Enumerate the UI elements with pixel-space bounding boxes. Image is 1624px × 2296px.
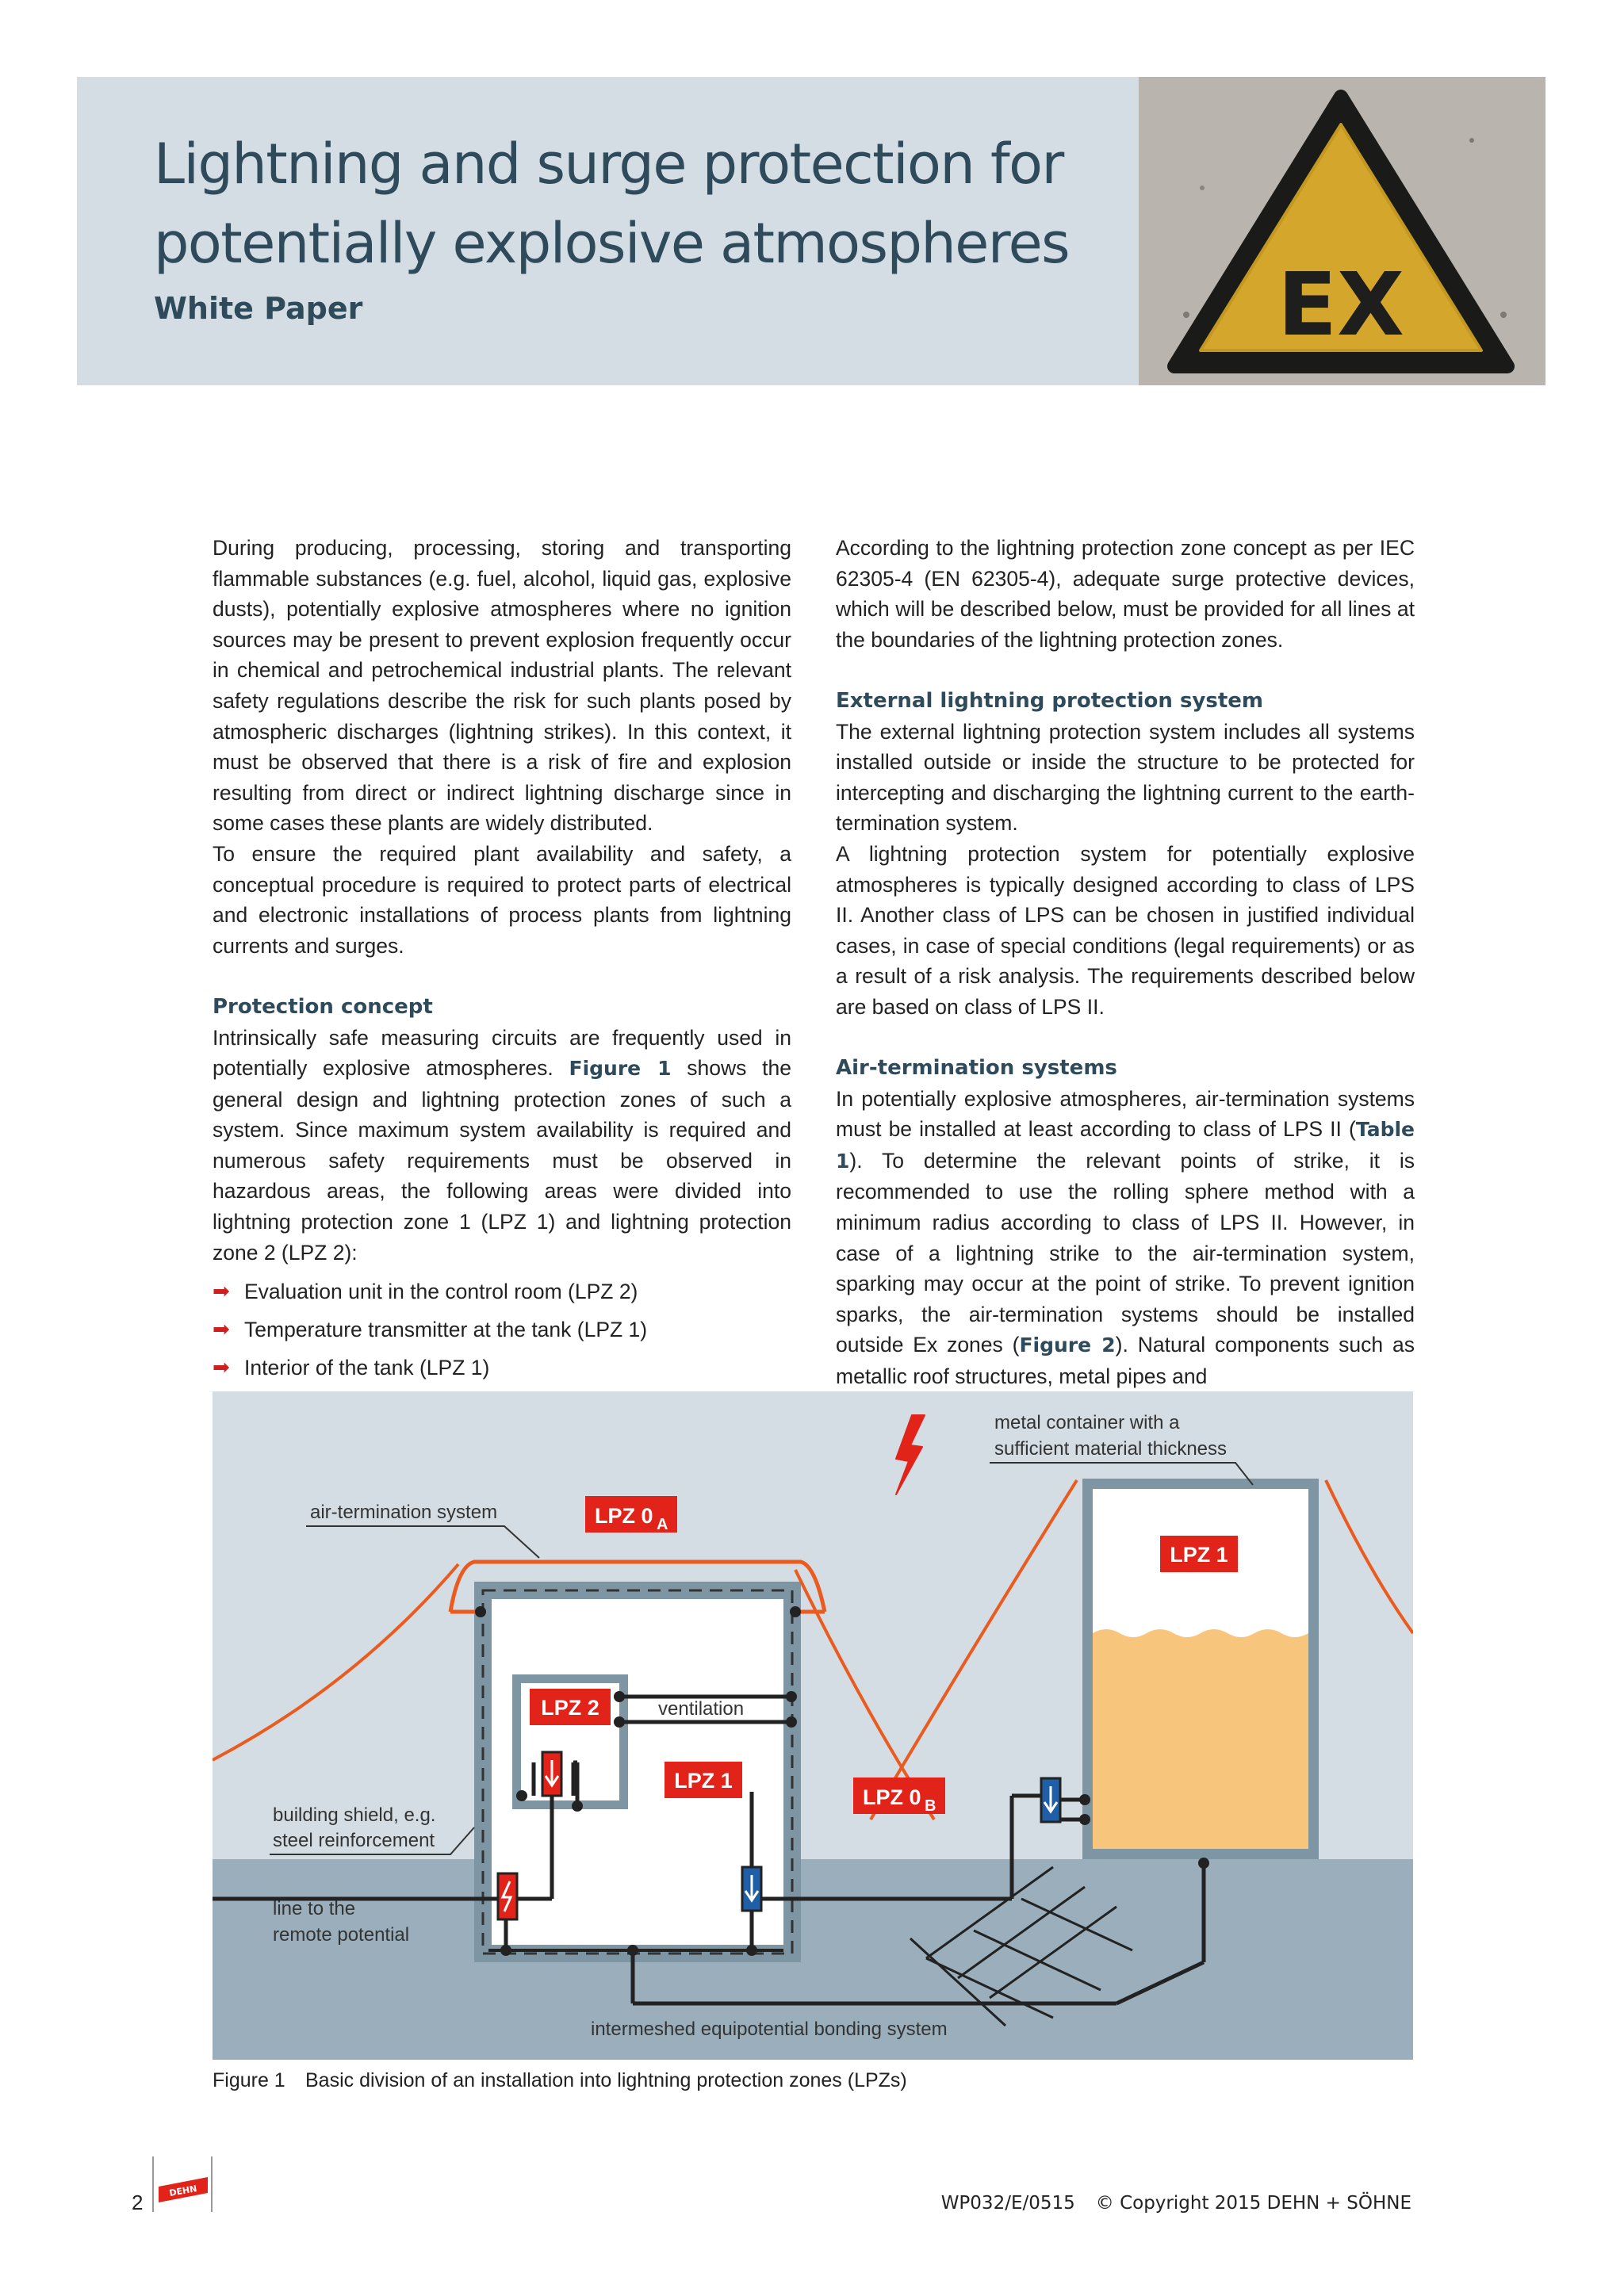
text-run: In potentially explosive atmospheres, air-termination systems must be installed at least according to class of LPS II ( bbox=[836, 1086, 1415, 1142]
caption-number: Figure 1 bbox=[213, 2069, 285, 2091]
ex-sign-text: EX bbox=[1277, 254, 1404, 355]
caption-text: Basic division of an installation into lightning protection zones (LPZs) bbox=[305, 2069, 907, 2091]
list-item bbox=[213, 1272, 791, 1311]
title-line-2: potentially explosive atmospheres bbox=[154, 211, 1070, 276]
tank-liquid bbox=[1093, 1629, 1308, 1849]
svg-text:LPZ 1: LPZ 1 bbox=[674, 1769, 733, 1793]
list-item-text: Temperature transmitter at the tank (LPZ 1) bbox=[244, 1318, 648, 1342]
text-run: Intrinsically safe measuring circuits are frequently used in potentially explosive atmospheres. bbox=[213, 1025, 791, 1081]
ex-warning-sign-icon bbox=[1139, 77, 1545, 385]
svg-text:LPZ 0: LPZ 0 bbox=[595, 1504, 653, 1528]
list-item-text: Evaluation unit in the control room (LPZ 2) bbox=[244, 1280, 638, 1304]
page-number: 2 bbox=[132, 2191, 144, 2214]
zone-label-lpz2 bbox=[530, 1689, 611, 1725]
table-1-reference[interactable]: Table 1 bbox=[836, 1118, 1415, 1173]
title-line-1: Lightning and surge protection for bbox=[154, 132, 1063, 197]
paragraph: During producing, processing, storing and transporting flammable substances (e.g. fuel, alcohol, liquid gas, explosive dusts), potentially explosive atmospheres where no ignition sources may be present to prevent explosion frequently occur in chemical and petrochemical industrial plants. The relevant safety regulations describe the risk for such plants posed by atmospheric discharges (lightning strikes). In this context, it must be observed that there is a risk of fire and explosion resulting from direct or indirect lightning discharge since in some cases these plants are widely distributed. bbox=[213, 536, 791, 836]
paragraph: According to the lightning protection zone concept as per IEC 62305-4 (EN 62305-4), adequate surge protective devices, which will be described below, must be provided for all lines at the boundaries of the lightning protection zones. bbox=[836, 536, 1415, 652]
zone-label-lpz0a bbox=[585, 1496, 677, 1533]
section-heading-air-termination: Air-termination systems bbox=[836, 1056, 1117, 1081]
ex-sign-photo bbox=[1139, 77, 1545, 385]
label-bonding-system: intermeshed equipotential bonding system bbox=[591, 2019, 948, 2040]
arrow-right-icon: ➡ bbox=[213, 1280, 230, 1304]
logo-text: DEHN bbox=[168, 2183, 198, 2198]
copyright: © Copyright 2015 DEHN + SÖHNE bbox=[1095, 2193, 1411, 2214]
paragraph bbox=[836, 1084, 1415, 1392]
zone-label-lpz1-tank bbox=[1160, 1536, 1238, 1572]
figure-1-lpz-diagram bbox=[213, 1391, 1413, 2060]
right-column bbox=[836, 533, 1415, 1392]
spd-surge-arrester-red-icon bbox=[542, 1752, 561, 1796]
arrow-right-icon: ➡ bbox=[213, 1356, 230, 1380]
svg-text:A: A bbox=[657, 1516, 668, 1533]
spd-surge-protector-blue-icon bbox=[742, 1867, 761, 1911]
label-metal-container-2: sufficient material thickness bbox=[994, 1438, 1228, 1460]
figure-1-reference[interactable]: Figure 1 bbox=[569, 1057, 672, 1081]
label-building-shield-1: building shield, e.g. bbox=[273, 1804, 436, 1826]
section-heading-external-lps: External lightning protection system bbox=[836, 688, 1263, 713]
arrow-right-icon: ➡ bbox=[213, 1318, 230, 1342]
spd-tank-transmitter-icon bbox=[1041, 1778, 1060, 1822]
text-run: shows the general design and lightning protection zones of such a system. Since maximum system availability is required and numerous safety requirements must be observed in hazardous areas, the following areas were divided into lightning protection zone 1 (LPZ 1) and lightning protection zone 2 (LPZ 2): bbox=[213, 1056, 791, 1265]
paragraph: A lightning protection system for potentially explosive atmospheres is typically designed according to class of LPS II. Another class of LPS can be chosen in justified individual cases, in case of special conditions (legal requirements) or as a result of a risk analysis. The requirements described below are based on class of LPS II. bbox=[836, 841, 1415, 1019]
page-title bbox=[154, 124, 1069, 283]
svg-text:LPZ 2: LPZ 2 bbox=[541, 1696, 599, 1720]
list-item bbox=[213, 1349, 791, 1387]
svg-text:LPZ 1: LPZ 1 bbox=[1170, 1543, 1228, 1567]
document-code: WP032/E/0515 bbox=[940, 2193, 1075, 2214]
label-air-termination: air-termination system bbox=[310, 1502, 498, 1523]
label-metal-container-1: metal container with a bbox=[994, 1412, 1180, 1433]
svg-text:LPZ 0: LPZ 0 bbox=[863, 1785, 921, 1809]
zone-label-lpz0b bbox=[853, 1777, 945, 1815]
label-building-shield-2: steel reinforcement bbox=[273, 1830, 435, 1851]
zone-label-lpz1-building bbox=[665, 1762, 742, 1798]
paragraph: The external lightning protection system includes all systems installed outside or inside the structure to be protected for intercepting and discharging the lightning current to the earth-termination system. bbox=[836, 719, 1415, 836]
section-heading-protection-concept: Protection concept bbox=[213, 994, 433, 1019]
svg-text:B: B bbox=[925, 1797, 936, 1815]
paragraph: To ensure the required plant availability and safety, a conceptual procedure is required to protect parts of electrical and electronic installations of process plants from lightning currents and surges. bbox=[213, 841, 791, 958]
list-item-text: Interior of the tank (LPZ 1) bbox=[244, 1356, 490, 1380]
list-item bbox=[213, 1311, 791, 1349]
header-banner bbox=[77, 77, 1545, 385]
label-ventilation: ventilation bbox=[658, 1698, 745, 1720]
paragraph bbox=[213, 1023, 791, 1269]
label-line-remote-1: line to the bbox=[273, 1898, 356, 1919]
figure-2-reference[interactable]: Figure 2 bbox=[1019, 1334, 1116, 1357]
left-column bbox=[213, 533, 791, 1387]
spd-lightning-current-arrester-icon bbox=[498, 1873, 517, 1919]
label-line-remote-2: remote potential bbox=[273, 1924, 410, 1946]
text-run: ). Natural components such as metallic roof structures, metal pipes and bbox=[836, 1333, 1415, 1389]
zone-list bbox=[213, 1272, 791, 1387]
figure-caption bbox=[213, 2069, 907, 2092]
footer-info bbox=[941, 2193, 1411, 2214]
subtitle: White Paper bbox=[154, 291, 363, 326]
text-run: ). To determine the relevant points of strike, it is recommended to use the rolling sphere method with a minimum radius according to class of LPS II. However, in case of a lightning strike to the air-termination system, sparking may occur at the point of strike. To prevent ignition sparks, the air-termination systems should be installed outside Ex zones ( bbox=[836, 1148, 1415, 1357]
dehn-logo bbox=[151, 2156, 214, 2212]
